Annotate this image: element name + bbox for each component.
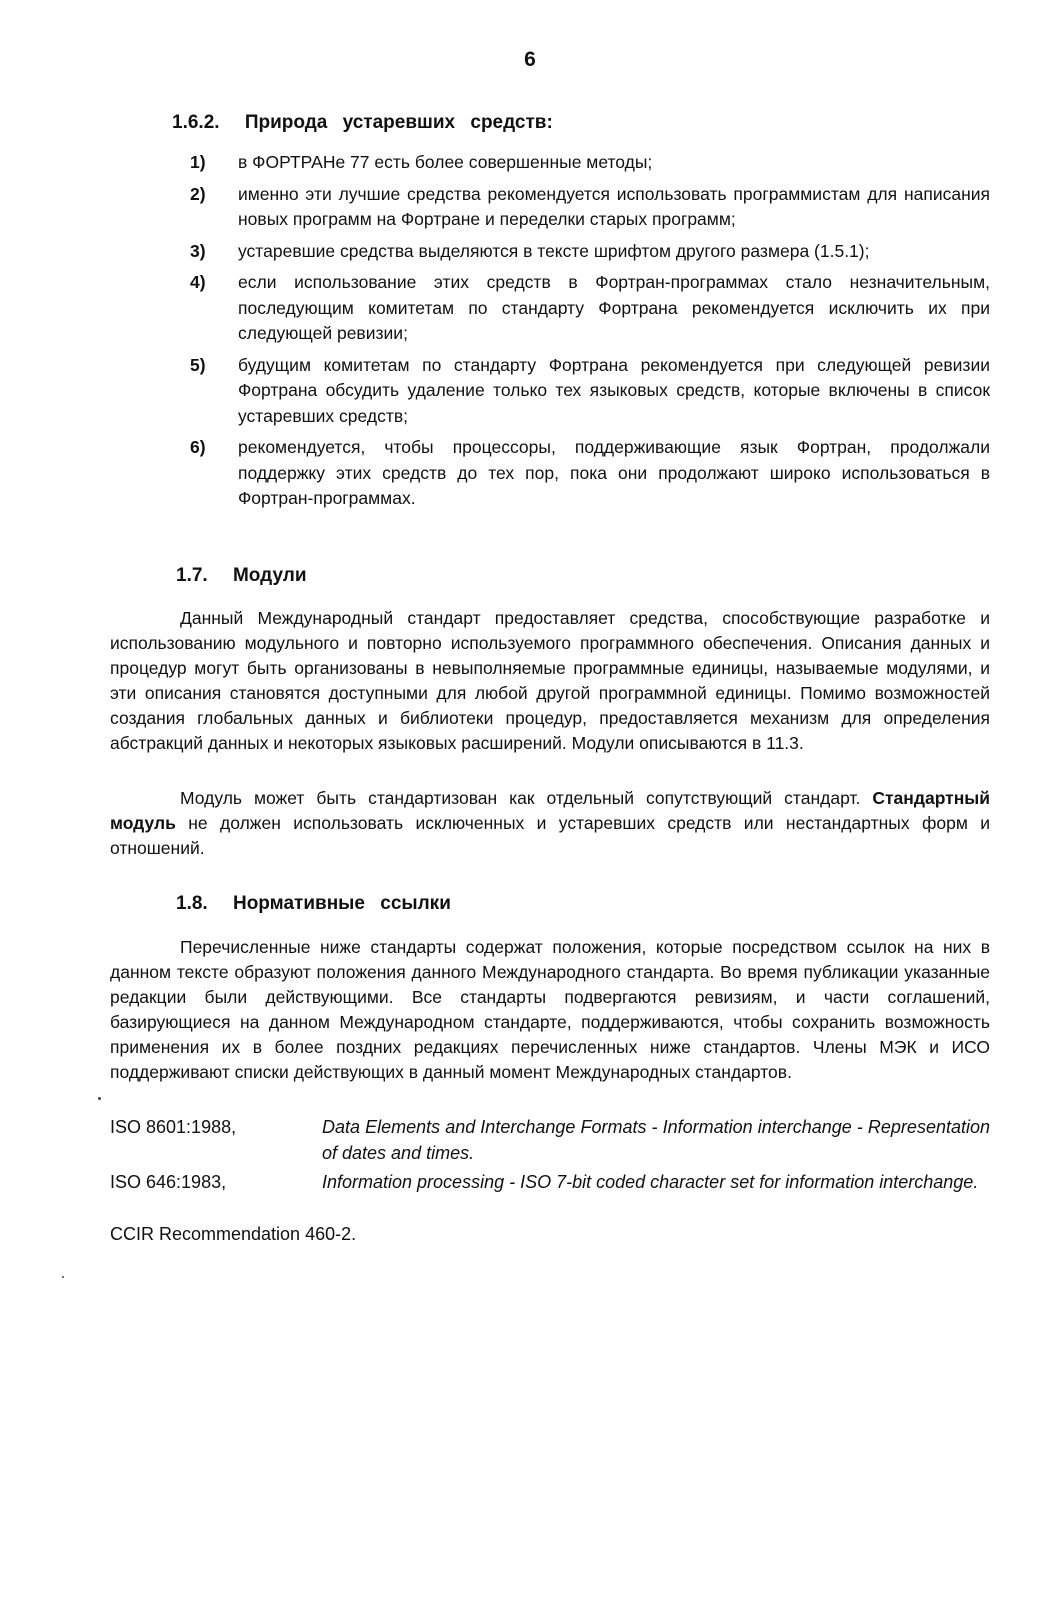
- reference-ccir: CCIR Recommendation 460-2.: [110, 1224, 357, 1244]
- list-item: 4) если использование этих средств в Фортран-программах стало незначительным, последующим комитетам по стандарту Фортрана рекомендуется исключить их при следующей ревизии;: [190, 272, 990, 343]
- module-standard-paragraph: Модуль может быть стандартизован как отдельный сопутствующий стандарт. Стандартный модуль не должен использовать исключенных и устаревших средств или нестандартных форм и отношений.: [110, 788, 990, 858]
- section-title: Нормативные ссылки: [232, 893, 451, 914]
- reference-title: Data Elements and Interchange Formats - Information interchange - Representation of dates and times.: [322, 1117, 990, 1163]
- section-1-6-2-heading: [172, 112, 553, 134]
- section-number: 1.8.: [176, 893, 208, 914]
- list-item: 6) рекомендуется, чтобы процессоры, поддерживающие язык Фортран, продолжали поддержку этих средств до тех пор, пока они продолжают широко использоваться в Фортран-программах.: [190, 437, 990, 508]
- scan-speck: [62, 1276, 64, 1278]
- reference-iso-8601: [110, 1115, 990, 1166]
- reference-code: ISO 646:1983,: [110, 1172, 227, 1192]
- page-number: 6: [524, 48, 536, 71]
- list-item: 3) устаревшие средства выделяются в тексте шрифтом другого размера (1.5.1);: [190, 240, 870, 261]
- section-title: Модули: [232, 565, 307, 586]
- section-1-7-heading: [176, 565, 307, 587]
- standard-module-term: Стандартный модуль: [110, 788, 990, 833]
- modules-paragraph: Данный Международный стандарт предоставляет средства, способствующие разработке и использованию модульного и повторно используемого программного обеспечения. Описания данных и процедур могут быть организованы в невыполняемые программные единицы, называемые модулями, и эти описания становятся доступными для любой другой программной единицы. Помимо возможностей создания глобальных данных и библиотеки процедур, предоставляется механизм для определения абстракций данных и некоторых языковых расширений. Модули описываются в 11.3.: [110, 608, 990, 753]
- section-title: Природа устаревших средств:: [244, 112, 553, 133]
- reference-title: Information processing - ISO 7-bit coded character set for information interchange.: [322, 1172, 979, 1192]
- list-item: 5) будущим комитетам по стандарту Фортрана рекомендуется при следующей ревизии Фортрана обсудить удаление только тех языковых средств, которые включены в список устаревших средств;: [190, 354, 990, 426]
- section-1-8-heading: [176, 893, 451, 915]
- section-number: 1.7.: [176, 565, 208, 586]
- normative-references-paragraph: Перечисленные ниже стандарты содержат положения, которые посредством ссылок на них в данном тексте образуют положения данного Международного стандарта. Во время публикации указанные редакции были действующими. Все стандарты подвергаются ревизиям, и части соглашений, базирующиеся на данном Международном стандарте, поддерживаются, чтобы сохранить возможность применения их в более поздних редакциях перечисленных ниже стандартов. Члены МЭК и ИСО поддерживают списки действующих в данный момент Международных стандартов.: [110, 937, 990, 1082]
- obsolete-features-list: [190, 150, 990, 518]
- reference-code: ISO 8601:1988,: [110, 1117, 237, 1137]
- reference-iso-646: [110, 1170, 990, 1196]
- section-number: 1.6.2.: [172, 112, 220, 133]
- scan-speck: [98, 1097, 101, 1100]
- list-item: 1) в ФОРТРАНе 77 есть более совершенные методы;: [190, 152, 653, 172]
- list-item: 2) именно эти лучшие средства рекомендуется использовать программистам для написания новых программ на Фортране и переделки старых программ;: [190, 183, 990, 229]
